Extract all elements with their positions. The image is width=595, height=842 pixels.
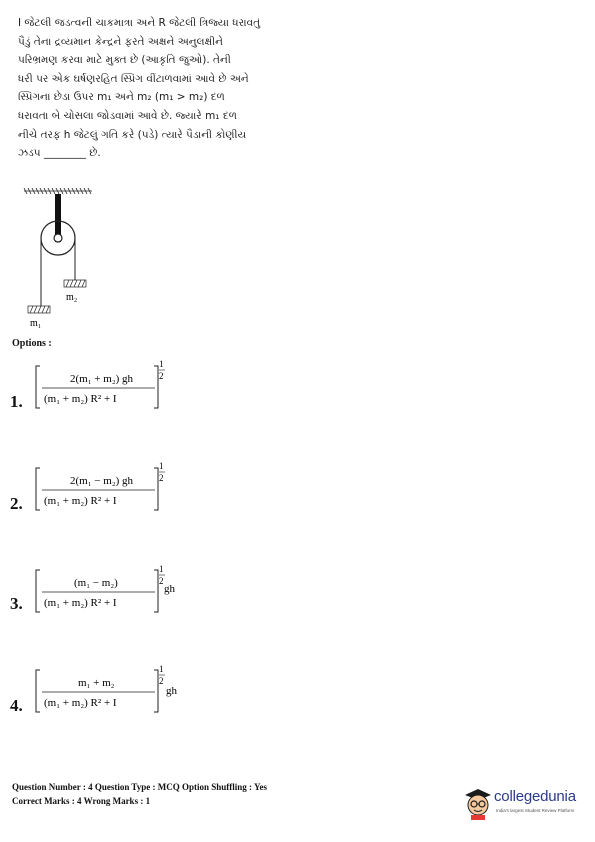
question-meta-line2: Correct Marks : 4 Wrong Marks : 1	[12, 796, 151, 806]
question-meta	[12, 780, 267, 808]
exponent-denominator: 2	[159, 371, 164, 381]
exponent-numerator: 1	[159, 461, 164, 471]
right-bracket	[154, 366, 158, 408]
question-line: નીચે તરફ h જેટલું ગતિ કરે (પડે) ત્યારે પૈડાની કોણીય	[18, 128, 247, 141]
block-m1	[28, 306, 50, 313]
option-numerator: 2(m₁ − m₂) gh	[70, 475, 134, 487]
collegedunia-logo	[462, 786, 592, 826]
question-line: સ્પ્રિંગના છેડા ઉપર m₁ અને m₂ (m₁ > m₂) દળ	[18, 91, 225, 104]
left-bracket	[36, 670, 40, 712]
option-numerator: (m₁ − m₂)	[74, 577, 118, 589]
option-formula	[30, 664, 200, 728]
m2-label: m₂	[66, 292, 78, 303]
logo-tagline: India's largest Student Review Platform	[496, 808, 575, 813]
pulley-axle	[54, 234, 62, 242]
right-bracket	[154, 468, 158, 510]
exponent-denominator: 2	[159, 473, 164, 483]
option-numerator: 2(m₁ + m₂) gh	[70, 373, 134, 385]
question-line: ધરાવતા બે ચોસલા જોડવામાં આવે છે. જ્યારે m₁ દળ	[18, 109, 237, 122]
option-denominator: (m₁ + m₂) R² + I	[44, 697, 117, 709]
question-meta-line1: Question Number : 4 Question Type : MCQ Option Shuffling : Yes	[12, 782, 267, 792]
block-m2	[64, 280, 86, 287]
exponent-denominator: 2	[159, 676, 164, 686]
option-number: 2.	[10, 494, 23, 513]
option-formula	[30, 460, 200, 524]
question-line: પરિભ્રમણ કરવા માટે મુક્ત છે (આકૃતિ જુઓ). તેની	[18, 54, 231, 67]
option-denominator: (m₁ + m₂) R² + I	[44, 495, 117, 507]
question-text	[18, 14, 280, 163]
ceiling-hatch	[24, 188, 92, 194]
question-line: પૈડું તેના દ્રવ્યમાન કેન્દ્રને ફરતે અક્ષને અનુલક્ષીને	[18, 35, 224, 48]
option-denominator: (m₁ + m₂) R² + I	[44, 393, 117, 405]
right-bracket	[154, 670, 158, 712]
exponent-denominator: 2	[159, 576, 164, 586]
pulley-diagram	[14, 188, 114, 342]
left-bracket	[36, 468, 40, 510]
options-label: Options :	[12, 338, 52, 349]
left-bracket	[36, 570, 40, 612]
option-number: 1.	[10, 392, 23, 411]
option-suffix: gh	[164, 583, 175, 595]
exponent-numerator: 1	[159, 664, 164, 674]
question-line: ઝડપ ________ છે.	[18, 147, 101, 160]
option-formula	[30, 358, 200, 422]
logo-name: collegedunia	[494, 788, 576, 805]
question-line: I જેટલી જડત્વની ચાકમાત્રા અને R જેટલી ત્રિજ્યા ધરાવતું	[18, 17, 261, 29]
option-number: 4.	[10, 696, 23, 715]
option-denominator: (m₁ + m₂) R² + I	[44, 597, 117, 609]
option-formula	[30, 564, 200, 628]
graduate-mascot-icon	[462, 786, 494, 820]
question-line: ધરી પર એક ઘર્ષણરહિત સ્પ્રિંગ વીંટાળવામાં આવે છે અને	[18, 72, 249, 85]
left-bracket	[36, 366, 40, 408]
option-number: 3.	[10, 594, 23, 613]
m1-label: m₁	[30, 318, 42, 329]
option-suffix: gh	[166, 685, 177, 697]
option-numerator: m₁ + m₂	[78, 677, 115, 689]
exponent-numerator: 1	[159, 564, 164, 574]
right-bracket	[154, 570, 158, 612]
exponent-numerator: 1	[159, 359, 164, 369]
